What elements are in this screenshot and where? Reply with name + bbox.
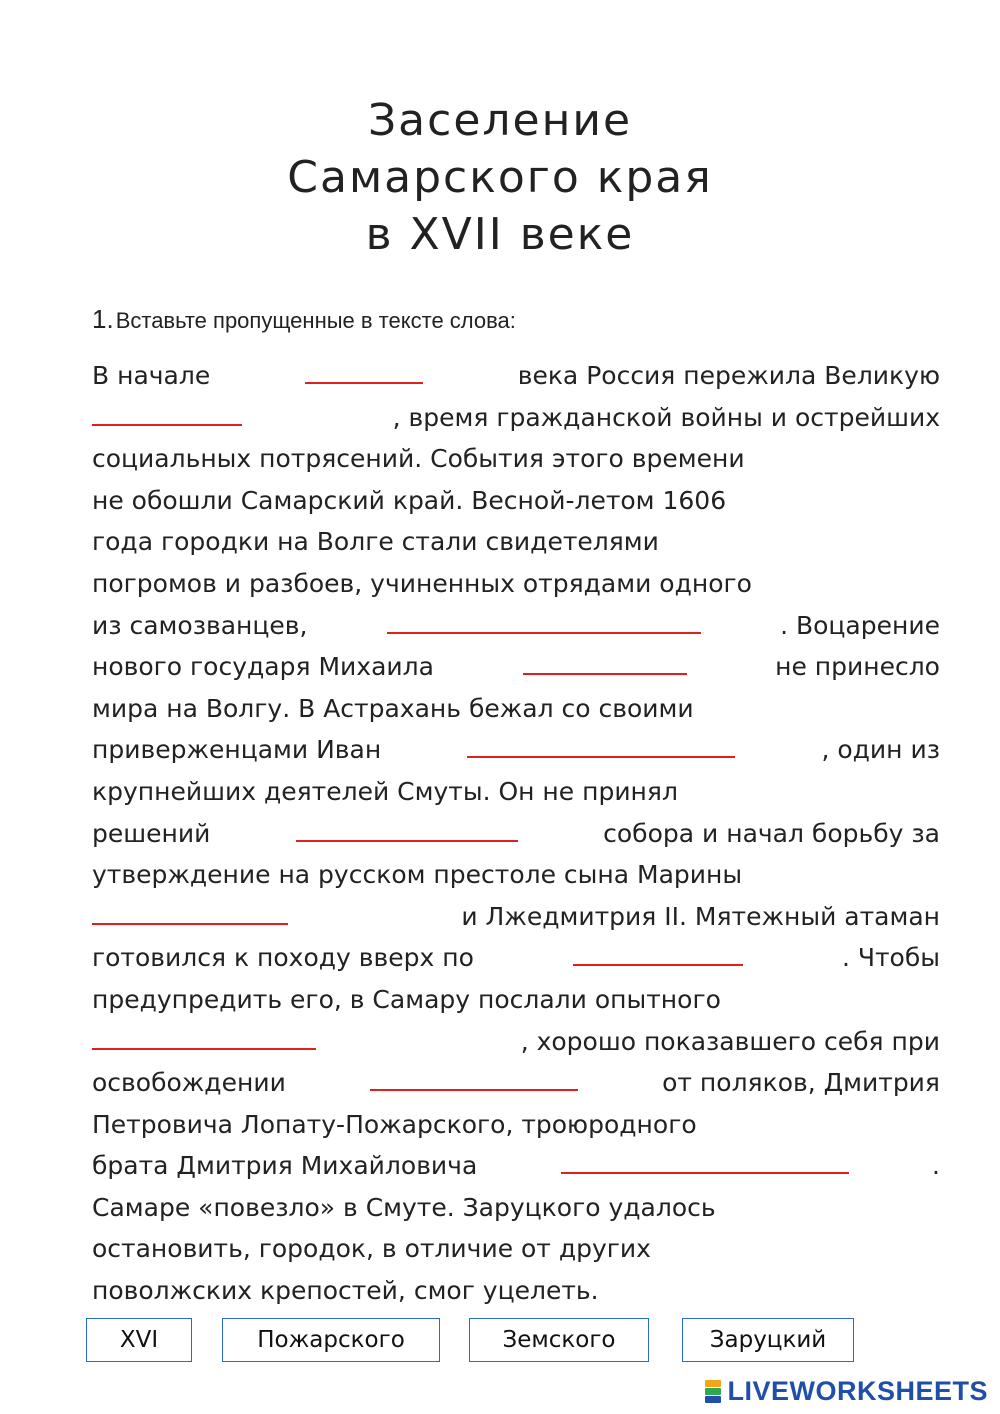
- passage-segment: поволжских крепостей, смог уцелеть.: [92, 1276, 599, 1306]
- title-line-2: Самарского края: [287, 152, 713, 203]
- passage-segment: Самаре «повезло» в Смуте. Заруцкого удалось: [92, 1192, 716, 1222]
- passage-segment: остановить, городок, в отличие от других: [92, 1234, 651, 1264]
- task-instruction-text: Вставьте пропущенные в тексте слова:: [115, 308, 516, 333]
- liveworksheets-brand: [705, 1376, 988, 1406]
- passage-text: [92, 355, 940, 1312]
- passage-line: [92, 854, 940, 896]
- word-chip-pozharskogo[interactable]: Пожарского: [222, 1318, 440, 1362]
- answer-blank[interactable]: [92, 1026, 316, 1050]
- answer-blank[interactable]: [467, 734, 735, 758]
- answer-blank[interactable]: [92, 402, 242, 426]
- passage-line: [92, 355, 940, 397]
- passage-line: [92, 480, 940, 522]
- passage-segment: собора и начал борьбу за: [603, 818, 940, 848]
- passage-segment: мира на Волгу. В Астрахань бежал со своими: [92, 693, 694, 723]
- passage-segment: приверженцами Иван: [92, 735, 382, 765]
- passage-segment: решений: [92, 818, 211, 848]
- passage-line: [92, 521, 940, 563]
- title-line-3: в XVII веке: [365, 209, 635, 260]
- passage-segment: крупнейших деятелей Смуты. Он не принял: [92, 776, 678, 806]
- passage-line: [92, 1187, 940, 1229]
- passage-line: [92, 1228, 940, 1270]
- answer-blank[interactable]: [561, 1150, 849, 1174]
- answer-blank[interactable]: [305, 360, 423, 384]
- passage-line: [92, 1021, 940, 1063]
- passage-segment: , один из: [821, 735, 940, 765]
- passage-segment: года городки на Волге стали свидетелями: [92, 527, 659, 557]
- passage-line: [92, 813, 940, 855]
- passage-segment: погромов и разбоев, учиненных отрядами одного: [92, 568, 752, 598]
- passage-segment: , время гражданской войны и острейших: [392, 402, 940, 432]
- passage-segment: социальных потрясений. События этого времени: [92, 444, 745, 474]
- title-line-1: Заселение: [367, 95, 633, 146]
- word-chip-zarutsky[interactable]: Заруцкий: [682, 1318, 854, 1362]
- passage-segment: .: [932, 1151, 940, 1181]
- passage-line: [92, 1104, 940, 1146]
- word-bank: [0, 1318, 1000, 1366]
- word-chip-xvi[interactable]: XVI: [86, 1318, 192, 1362]
- word-chip-zemskogo[interactable]: Земского: [469, 1318, 649, 1362]
- passage-line: [92, 688, 940, 730]
- passage-line: [92, 1270, 940, 1312]
- passage-line: [92, 1145, 940, 1187]
- passage-segment: утверждение на русском престоле сына Марины: [92, 860, 743, 890]
- answer-blank[interactable]: [92, 901, 288, 925]
- answer-blank[interactable]: [573, 942, 743, 966]
- passage-segment: , хорошо показавшего себя при: [520, 1026, 940, 1056]
- passage-line: [92, 729, 940, 771]
- passage-segment: предупредить его, в Самару послали опытного: [92, 984, 721, 1014]
- worksheet-title: [0, 92, 1000, 263]
- passage-segment: нового государя Михаила: [92, 652, 434, 682]
- passage-segment: освобождении: [92, 1068, 286, 1098]
- task-number: 1.: [92, 304, 114, 334]
- passage-segment: и Лжедмитрия II. Мятежный атаман: [461, 901, 940, 931]
- passage-line: [92, 438, 940, 480]
- passage-line: [92, 896, 940, 938]
- passage-segment: готовился к походу вверх по: [92, 943, 474, 973]
- passage-segment: из самозванцев,: [92, 610, 308, 640]
- passage-line: [92, 397, 940, 439]
- passage-segment: Петровича Лопату-Пожарского, троюродного: [92, 1109, 697, 1139]
- task-instruction: [92, 304, 516, 335]
- passage-line: [92, 605, 940, 647]
- passage-segment: не обошли Самарский край. Весной-летом 1606: [92, 485, 727, 515]
- passage-segment: от поляков, Дмитрия: [662, 1068, 940, 1098]
- passage-line: [92, 646, 940, 688]
- passage-line: [92, 563, 940, 605]
- passage-line: [92, 937, 940, 979]
- liveworksheets-logo-icon: [705, 1380, 721, 1403]
- answer-blank[interactable]: [387, 610, 701, 634]
- answer-blank[interactable]: [370, 1067, 578, 1091]
- passage-line: [92, 771, 940, 813]
- answer-blank[interactable]: [296, 818, 518, 842]
- passage-segment: . Воцарение: [780, 610, 940, 640]
- passage-segment: века Россия пережила Великую: [517, 361, 940, 390]
- passage-segment: брата Дмитрия Михайловича: [92, 1151, 478, 1181]
- passage-segment: не принесло: [775, 652, 940, 682]
- brand-name: LIVEWORKSHEETS: [727, 1375, 988, 1406]
- passage-line: [92, 1062, 940, 1104]
- passage-segment: . Чтобы: [841, 943, 940, 973]
- passage-line: [92, 979, 940, 1021]
- answer-blank[interactable]: [523, 651, 687, 675]
- passage-segment: В начале: [92, 361, 211, 390]
